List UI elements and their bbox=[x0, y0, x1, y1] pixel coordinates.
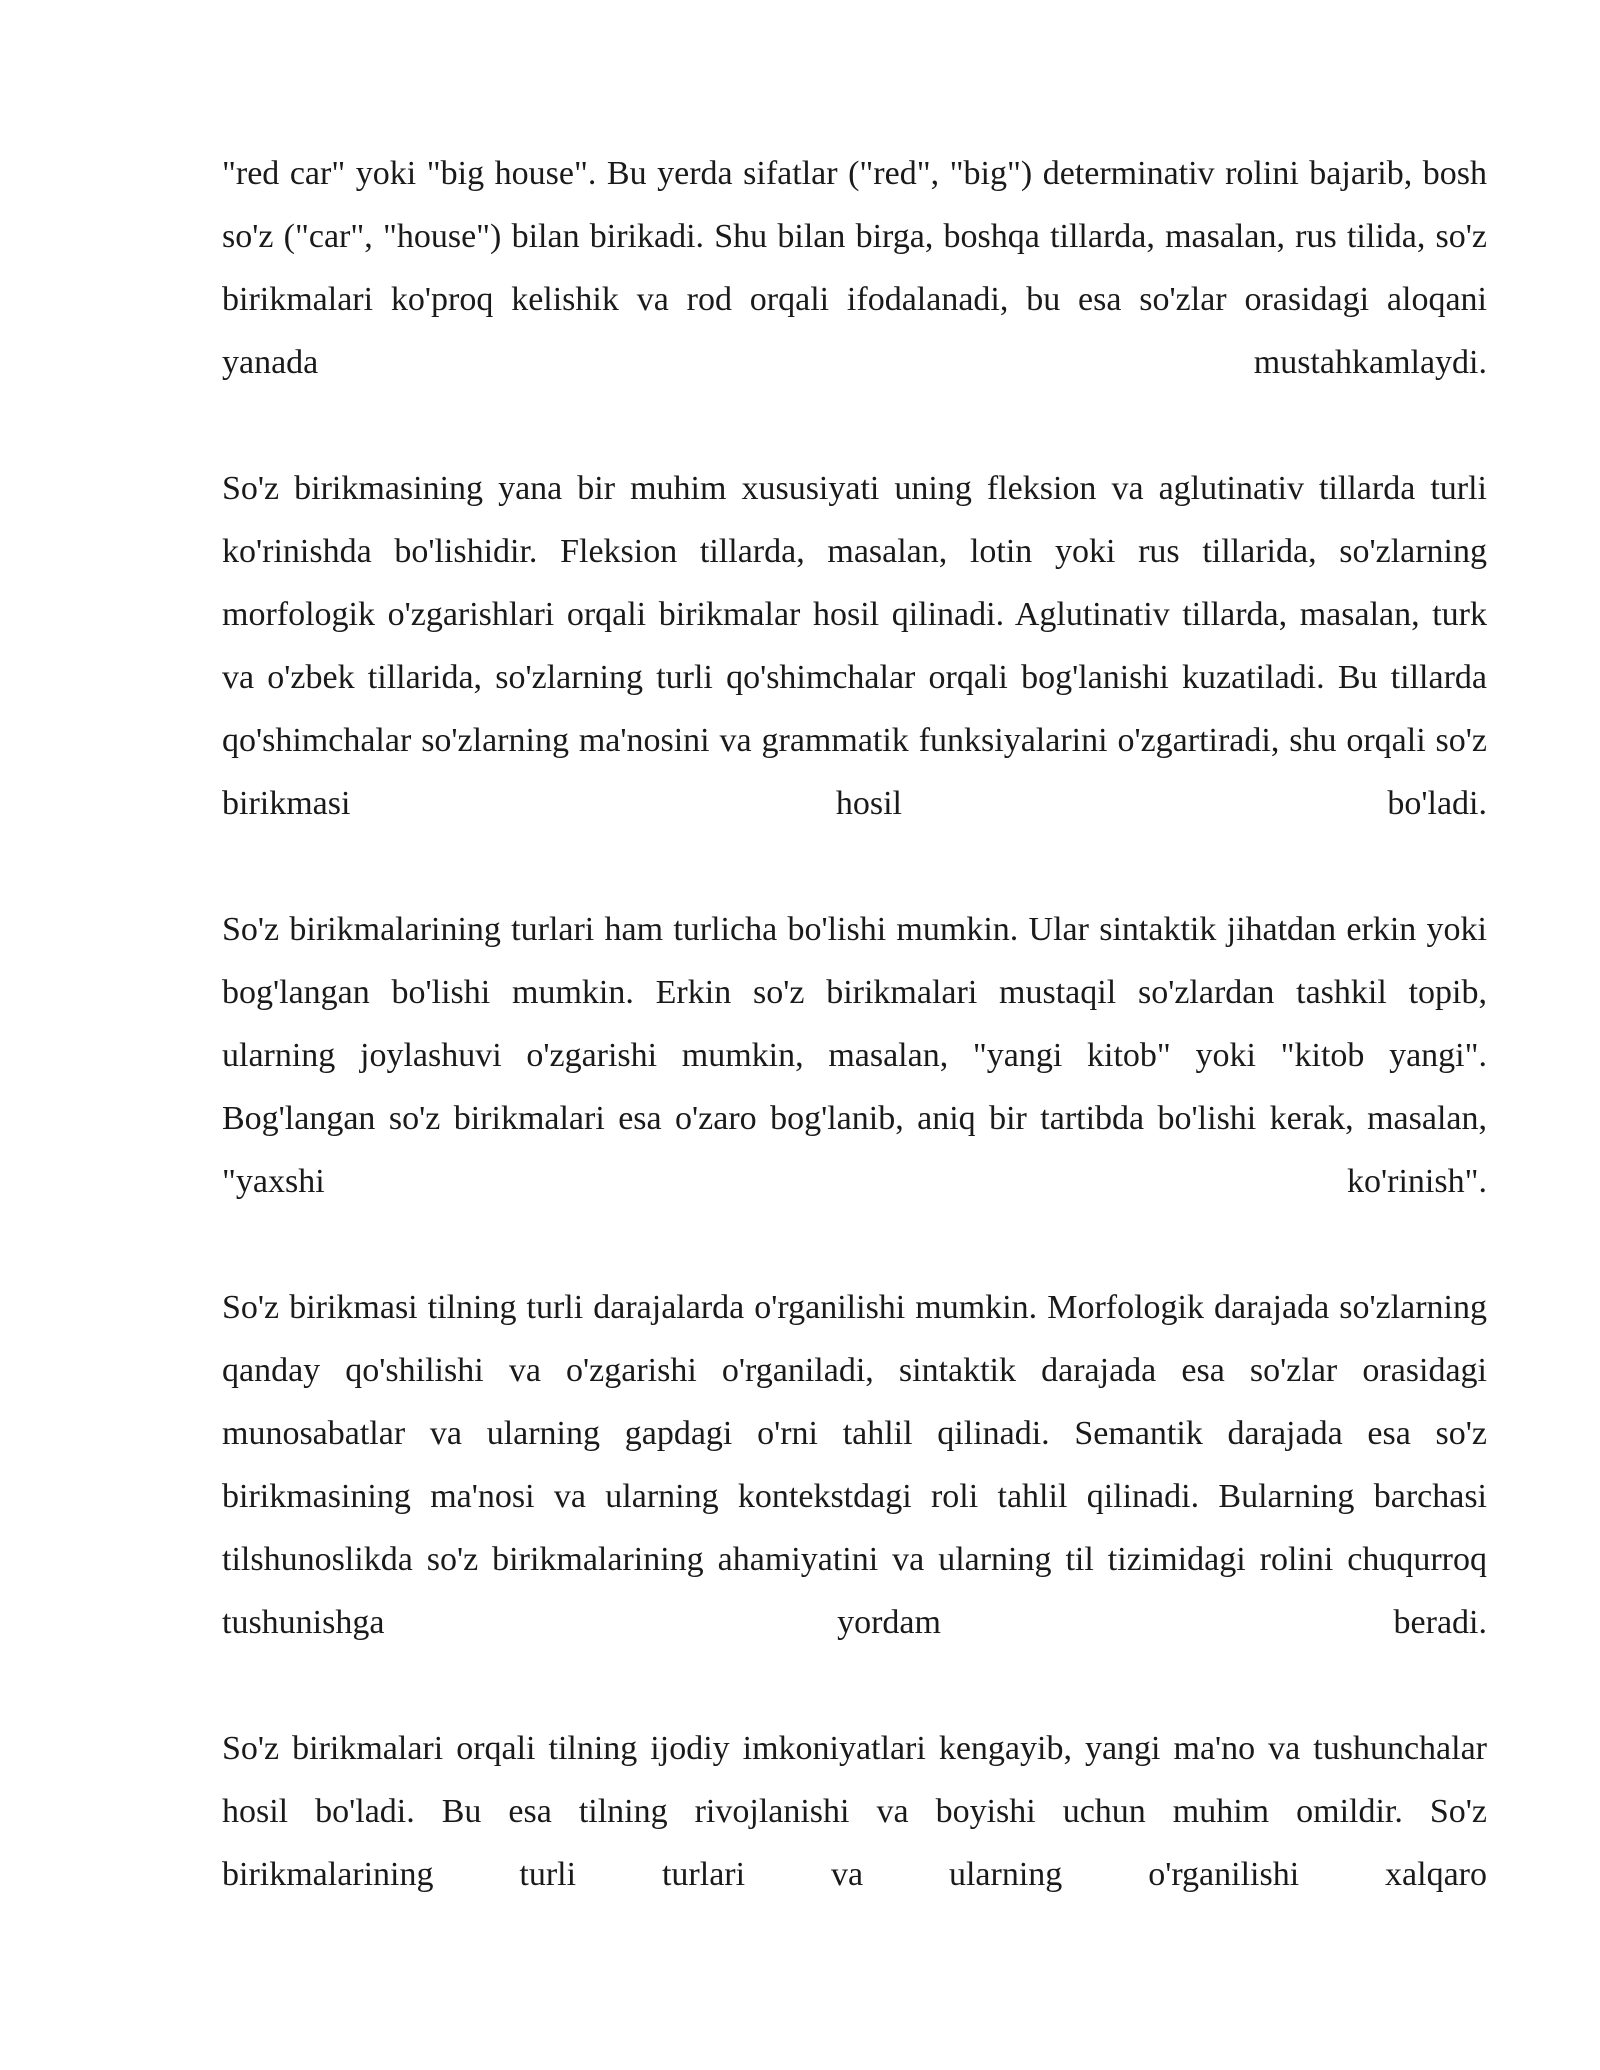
paragraph-5: So'z birikmalari orqali tilning ijodiy imkoniyatlari kengayib, yangi ma'no va tushunchalar hosil bo'ladi. Bu esa tilning rivojlanishi va boyishi uchun muhim omildir. So'z birikmalarining turli turlari va ularning o'rganilishi xalqaro bbox=[222, 1730, 1487, 1893]
paragraph-4: So'z birikmasi tilning turli darajalarda o'rganilishi mumkin. Morfologik darajada so'zlarning qanday qo'shilishi va o'zgarishi o'rganiladi, sintaktik darajada esa so'zlar orasidagi munosabatlar va ularning gapdagi o'rni tahlil qilinadi. Semantik darajada esa so'z birikmasining ma'nosi va ularning kontekstdagi roli tahlil qilinadi. Bularning barchasi tilshunoslikda so'z birikmalarining ahamiyatini va ularning til tizimidagi rolini chuqurroq tushunishga yordam beradi. bbox=[222, 1289, 1487, 1641]
paragraph-1: "red car" yoki "big house". Bu yerda sifatlar ("red", "big") determinativ rolini bajarib, bosh so'z ("car", "house") bilan birikadi. Shu bilan birga, boshqa tillarda, masalan, rus tilida, so'z birikmalari ko'proq kelishik va rod orqali ifodalanadi, bu esa so'zlar orasidagi aloqani yanada mustahkamlaydi. bbox=[222, 155, 1487, 381]
paragraph-2: So'z birikmasining yana bir muhim xususiyati uning fleksion va aglutinativ tillarda turli ko'rinishda bo'lishidir. Fleksion tillarda, masalan, lotin yoki rus tillarida, so'zlarning morfologik o'zgarishlari orqali birikmalar hosil qilinadi. Aglutinativ tillarda, masalan, turk va o'zbek tillarida, so'zlarning turli qo'shimchalar orqali bog'lanishi kuzatiladi. Bu tillarda qo'shimchalar so'zlarning ma'nosini va grammatik funksiyalarini o'zgartiradi, shu orqali so'z birikmasi hosil bo'ladi. bbox=[222, 470, 1487, 822]
paragraph-3: So'z birikmalarining turlari ham turlicha bo'lishi mumkin. Ular sintaktik jihatdan erkin yoki bog'langan bo'lishi mumkin. Erkin so'z birikmalari mustaqil so'zlardan tashkil topib, ularning joylashuvi o'zgarishi mumkin, masalan, "yangi kitob" yoki "kitob yangi". Bog'langan so'z birikmalari esa o'zaro bog'lanib, aniq bir tartibda bo'lishi kerak, masalan, "yaxshi ko'rinish". bbox=[222, 911, 1487, 1200]
document-body bbox=[222, 142, 1487, 1906]
